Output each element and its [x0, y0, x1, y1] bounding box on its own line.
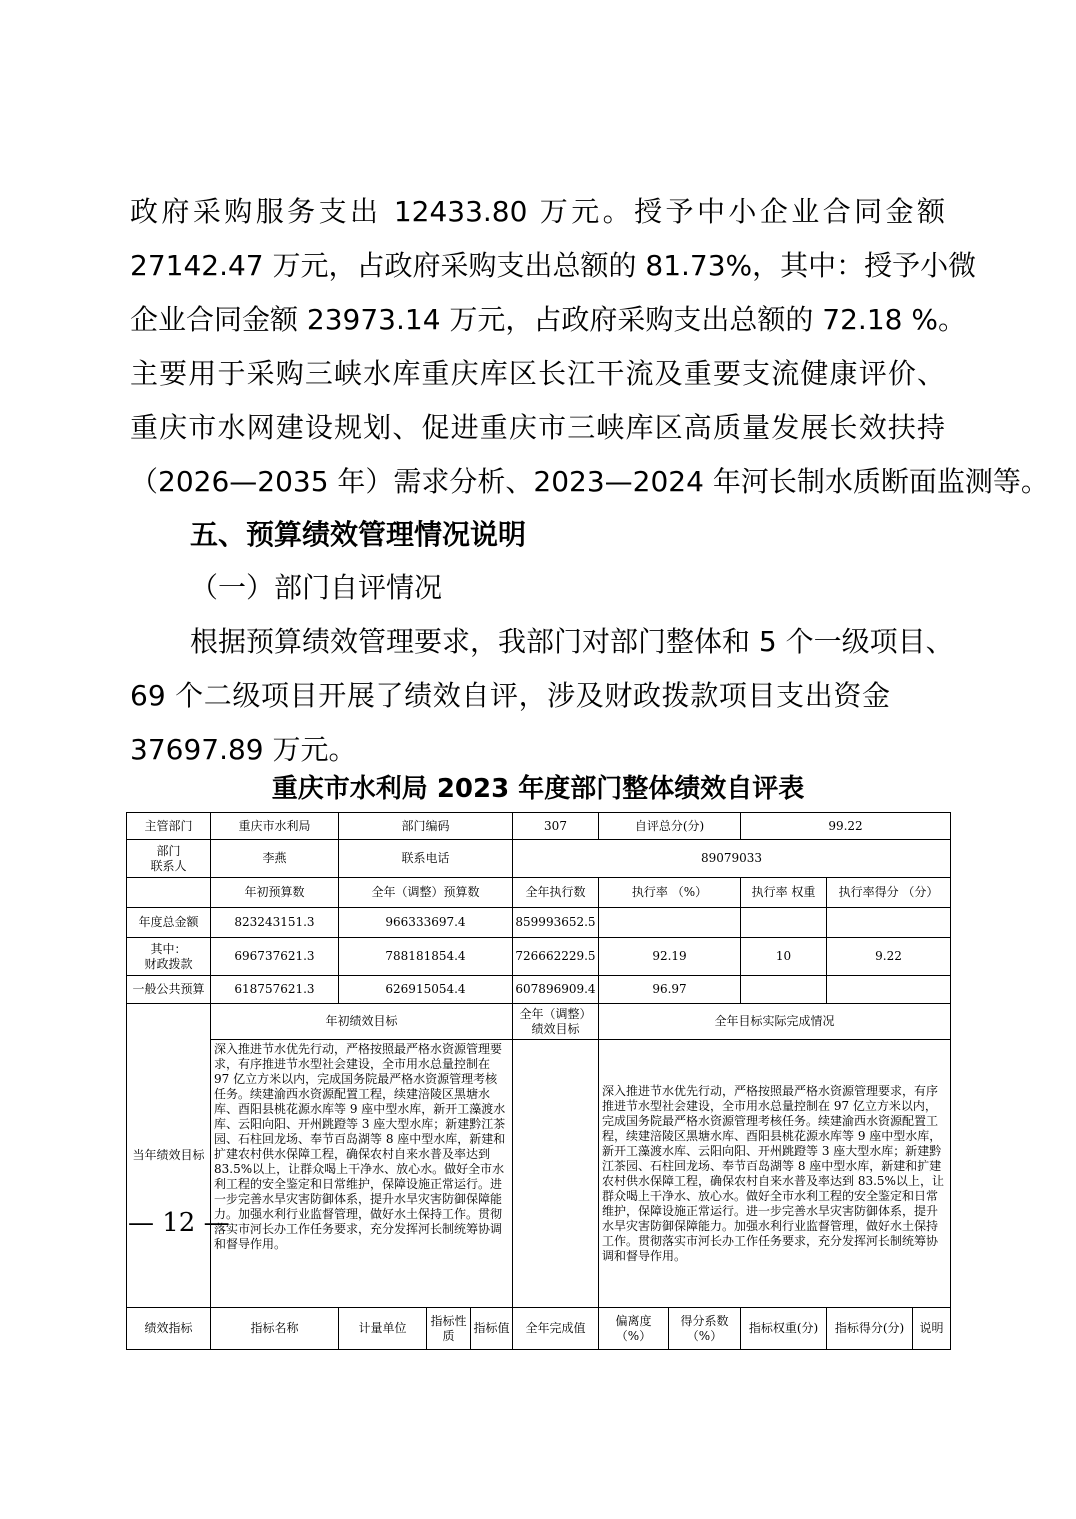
column-header: 指标值 [471, 1308, 513, 1350]
column-header: 执行率 （%） [599, 878, 741, 908]
row-label: 其中： 财政拨款 [127, 938, 211, 976]
column-header: 绩效指标 [127, 1308, 211, 1350]
column-header: 全年完成值 [513, 1308, 599, 1350]
cell-value: 9.22 [827, 938, 951, 976]
paragraph-line: 企业合同金额 23973.14 万元，占政府采购支出总额的 72.18 %。 [130, 303, 966, 336]
column-header: 指标名称 [211, 1308, 339, 1350]
cell-label: 部门编码 [339, 813, 513, 840]
cell-value: 823243151.3 [211, 908, 339, 938]
table-row [127, 1004, 951, 1040]
paragraph-line: 37697.89 万元。 [130, 733, 357, 766]
column-header: 说明 [913, 1308, 951, 1350]
column-header: 得分系数 （%） [669, 1308, 741, 1350]
table-row [127, 1040, 951, 1308]
cell-label: 主管部门 [127, 813, 211, 840]
cell-value [741, 908, 827, 938]
cell-value: 10 [741, 938, 827, 976]
table-title: 重庆市水利局 2023 年度部门整体绩效自评表 [271, 774, 805, 804]
column-header: 执行率得分 （分） [827, 878, 951, 908]
paragraph-line: 根据预算绩效管理要求，我部门对部门整体和 5 个一级项目、 [190, 625, 954, 658]
column-header: 指标得分(分) [827, 1308, 913, 1350]
table-row [127, 908, 951, 938]
cell-value: 696737621.3 [211, 938, 339, 976]
page-number: — 12 — [128, 1208, 230, 1238]
cell-value: 重庆市水利局 [211, 813, 339, 840]
column-header: 全年（调整） 绩效目标 [513, 1004, 599, 1040]
column-header: 年初预算数 [211, 878, 339, 908]
cell-label: 自评总分(分) [599, 813, 741, 840]
cell-value: 966333697.4 [339, 908, 513, 938]
cell-value: 788181854.4 [339, 938, 513, 976]
cell-label: 部门 联系人 [127, 840, 211, 878]
column-header: 指标权重(分) [741, 1308, 827, 1350]
table-row [127, 840, 951, 878]
cell-value: 96.97 [599, 976, 741, 1004]
actual-completion-text: 深入推进节水优先行动，严格按照最严格水资源管理要求，有序推进节水型社会建设，全市用水总量控制在 97 亿立方米以内，完成国务院最严格水资源管理考核任务。续建渝西水资源配置工程，续建涪陵区黑塘水库、酉阳县桃花源水库等 9 座中型水库，新开工藻渡水库、云阳向阳、开州跳蹬等 3 座大型水库；新建黔江茶园、石柱回龙场、奉节百岛湖等 8 座中型水库，新建和扩建农村供水保障工程，确保农村自来水普及率达到 83.5%以上，让群众喝上干净水、放心水。做好全市水利工程的安全鉴定和日常维护，保障设施正常运行。进一步完善水旱灾害防御体系，提升水旱灾害防御保障能力。加强水利行业监督管理，做好水土保持工作。贯彻落实市河长办工作任务要求，充分发挥河长制统筹协调和督导作用。 [599, 1040, 951, 1308]
row-label: 当年绩效目标 [127, 1004, 211, 1308]
cell-empty [127, 878, 211, 908]
cell-value: 李燕 [211, 840, 339, 878]
paragraph-line: 政府采购服务支出 12433.80 万元。授予中小企业合同金额 [130, 195, 945, 228]
cell-value: 626915054.4 [339, 976, 513, 1004]
column-header: 指标性 质 [427, 1308, 471, 1350]
row-label: 一般公共预算 [127, 976, 211, 1004]
column-header: 计量单位 [339, 1308, 427, 1350]
column-header: 偏离度 （%） [599, 1308, 669, 1350]
column-header: 全年目标实际完成情况 [599, 1004, 951, 1040]
cell-value: 307 [513, 813, 599, 840]
paragraph-line: （2026—2035 年）需求分析、2023—2024 年河长制水质断面监测等。 [130, 465, 1049, 498]
cell-value [827, 976, 951, 1004]
row-label: 年度总金额 [127, 908, 211, 938]
table-row [127, 1308, 951, 1350]
column-header: 年初绩效目标 [211, 1004, 513, 1040]
cell-label: 联系电话 [339, 840, 513, 878]
cell-value [827, 908, 951, 938]
table-row [127, 878, 951, 908]
cell-value [599, 908, 741, 938]
column-header: 全年（调整）预算数 [339, 878, 513, 908]
performance-table [126, 812, 951, 1350]
paragraph-line: 27142.47 万元，占政府采购支出总额的 81.73%，其中：授予小微 [130, 249, 977, 282]
table-row [127, 976, 951, 1004]
column-header: 执行率 权重 [741, 878, 827, 908]
section-heading: 五、预算绩效管理情况说明 [190, 518, 527, 551]
table-row [127, 938, 951, 976]
initial-goal-text: 深入推进节水优先行动，严格按照最严格水资源管理要求，有序推进节水型社会建设，全市用水总量控制在 97 亿立方米以内，完成国务院最严格水资源管理考核任务。续建渝西水资源配置工程，续建涪陵区黑塘水库、酉阳县桃花源水库等 9 座中型水库，新开工藻渡水库、云阳向阳、开州跳蹬等 3 座大型水库；新建黔江茶园、石柱回龙场、奉节百岛湖等 8 座中型水库，新建和扩建农村供水保障工程，确保农村自来水普及率达到 83.5%以上，让群众喝上干净水、放心水。做好全市水利工程的安全鉴定和日常维护，保障设施正常运行。进一步完善水旱灾害防御体系，提升水旱灾害防御保障能力。加强水利行业监督管理，做好水土保持工作。贯彻落实市河长办工作任务要求，充分发挥河长制统筹协调和督导作用。 [211, 1040, 513, 1308]
paragraph-line: 重庆市水网建设规划、促进重庆市三峡库区高质量发展长效扶持 [130, 411, 945, 444]
cell-value: 89079033 [513, 840, 951, 878]
paragraph-line: 主要用于采购三峡水库重庆库区长江干流及重要支流健康评价、 [130, 357, 945, 390]
subsection-heading: （一）部门自评情况 [190, 571, 443, 604]
cell-value: 726662229.5 [513, 938, 599, 976]
cell-value: 859993652.5 [513, 908, 599, 938]
paragraph-line: 69 个二级项目开展了绩效自评，涉及财政拨款项目支出资金 [130, 679, 890, 712]
adjusted-goal-text [513, 1040, 599, 1308]
cell-value: 92.19 [599, 938, 741, 976]
cell-value: 607896909.4 [513, 976, 599, 1004]
cell-value: 618757621.3 [211, 976, 339, 1004]
table-row [127, 813, 951, 840]
column-header: 全年执行数 [513, 878, 599, 908]
cell-value: 99.22 [741, 813, 951, 840]
cell-value [741, 976, 827, 1004]
